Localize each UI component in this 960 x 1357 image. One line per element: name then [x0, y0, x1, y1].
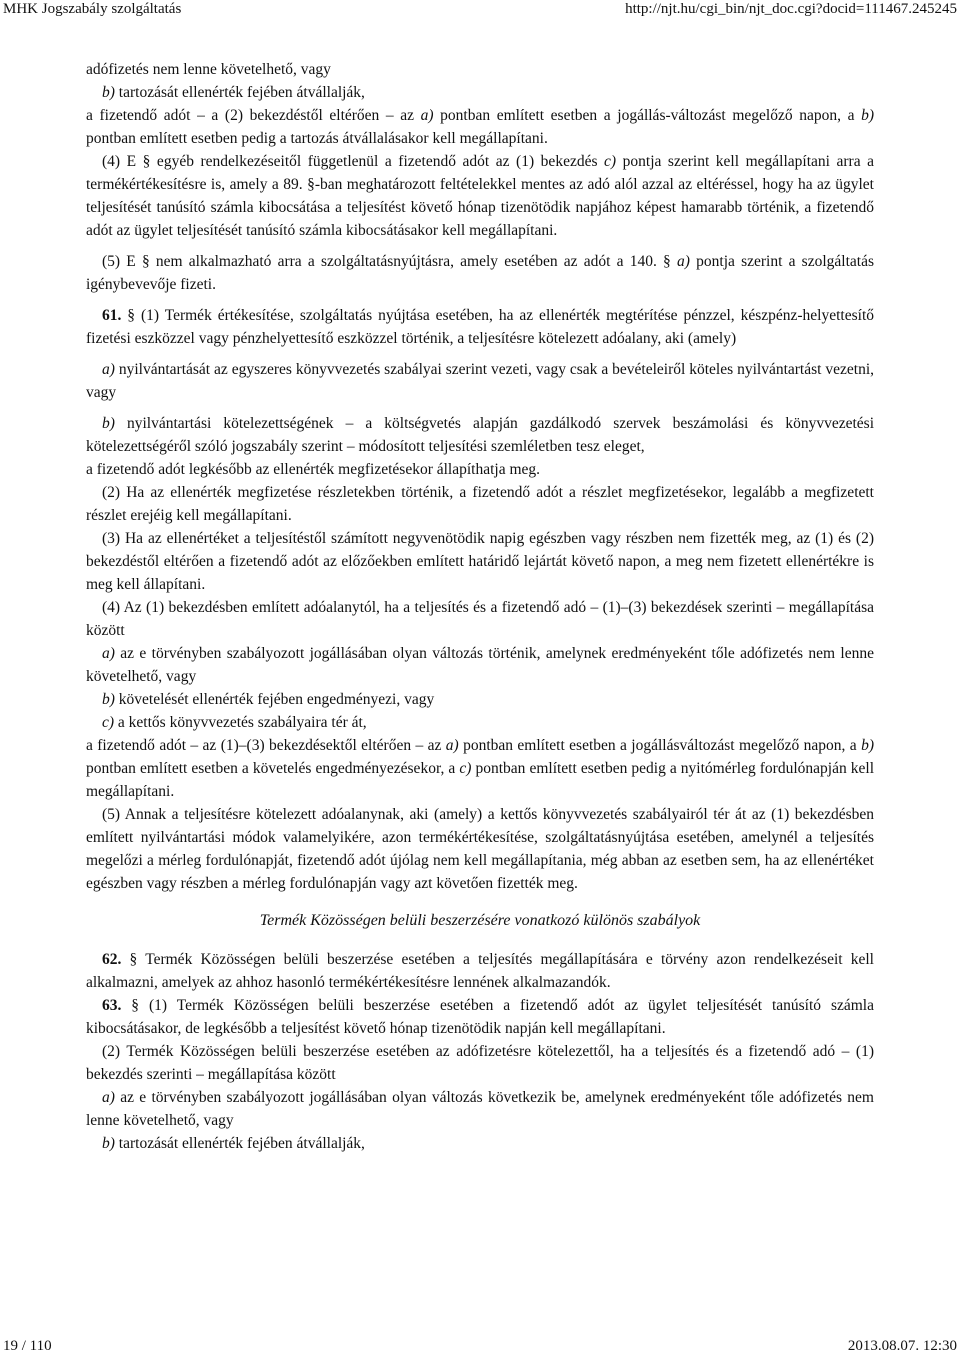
text-run: pontban említett esetben a követelés engedményezésekor, a	[86, 760, 460, 777]
text-run: (2) Termék Közösségen belüli beszerzése esetében az adófizetésre kötelezettől, ha a teljesítés és a fizetendő adó – (1) bekezdés szerinti – megállapítása között	[86, 1043, 874, 1083]
paragraph	[86, 734, 874, 803]
paragraph	[86, 803, 874, 895]
paragraph	[86, 711, 874, 734]
header-site-name: MHK Jogszabály szolgáltatás	[3, 1, 182, 17]
text-run: § Termék Közösségen belüli beszerzése esetében a teljesítés megállapítására e törvény azon rendelkezéseit kell alkalmazni, amelyek az ahhoz hasonló termékértékesítésre lennének alkalmazandók.	[86, 951, 874, 991]
paragraph	[86, 994, 874, 1040]
point-label: c)	[459, 760, 472, 777]
text-run: pontban említett esetben pedig a nyitómérleg fordulónapján kell megállapítani.	[86, 760, 875, 800]
paragraph	[86, 596, 874, 642]
text-run: pontban említett esetben pedig a tartozás átvállalásakor kell megállapítani.	[86, 130, 548, 147]
text-run: a fizetendő adót legkésőbb az ellenérték megfizetésekor állapíthatja meg.	[86, 461, 541, 478]
text-run: pontja szerint kell megállapítani arra a termékértékesítésre is, amely a 89. §-ban meghatározott feltételekkel mentes az adó alól azzal az eltéréssel, hogy ha az ügylet teljesítését tanúsító számla kibocsátása a teljesítést követő hónap tizenötödik napjához képest hamarabb történik, a fizetendő adót az ügylet teljesítését tanúsító számla kibocsátásakor kell megállapítani.	[86, 153, 875, 239]
text-run: az e törvényben szabályozott jogállásában olyan változás következik be, amelynek eredményeként tőle adófizetés nem lenne követelhető, vagy	[86, 1089, 874, 1129]
section-number: 63.	[102, 997, 122, 1014]
paragraph	[86, 412, 874, 458]
text-run: a kettős könyvvezetés szabályaira tér át,	[114, 714, 367, 731]
point-label: a)	[102, 645, 115, 662]
point-label: b)	[102, 1135, 115, 1152]
paragraph	[86, 1132, 874, 1155]
text-run: a fizetendő adót – az (1)–(3) bekezdésektől eltérően – az	[86, 737, 446, 754]
section-number: 62.	[102, 951, 122, 968]
point-label: a)	[102, 1089, 115, 1106]
paragraph	[86, 458, 874, 481]
text-run: (5) E § nem alkalmazható arra a szolgáltatásnyújtásra, amely esetében az adót a 140. §	[102, 253, 678, 270]
point-label: c)	[604, 153, 617, 170]
page-counter: 19 / 110	[3, 1338, 52, 1354]
text-run: a fizetendő adót – a (2) bekezdéstől eltérően – az	[86, 107, 421, 124]
point-label: b)	[102, 84, 115, 101]
point-label: c)	[102, 714, 115, 731]
paragraph	[86, 81, 874, 104]
text-run: követelését ellenérték fejében engedményezi, vagy	[114, 691, 435, 708]
paragraph	[86, 104, 874, 150]
text-run: § (1) Termék Közösségen belüli beszerzése esetében a fizetendő adót az ügylet teljesítését tanúsító számla kibocsátásakor, de legkésőbb a teljesítést követő hónap tizenötödik napján kell megállapítani.	[86, 997, 874, 1037]
text-run: (2) Ha az ellenérték megfizetése részletekben történik, a fizetendő adót a részlet megfizetésekor, legalább a megfizetett részlet erejéig kell megállapítani.	[86, 484, 874, 524]
point-label: a)	[420, 107, 434, 124]
text-run: nyilvántartását az egyszeres könyvvezetés szabályai szerint vezeti, vagy csak a bevételeiről köteles nyilvántartást vezetni, vagy	[86, 361, 874, 401]
paragraph	[86, 527, 874, 596]
paragraph	[86, 58, 874, 81]
text-run: (5) Annak a teljesítésre kötelezett adóalanynak, aki (amely) a kettős könyvvezetés szabályairól tér át az (1) bekezdésben említett nyilvántartási módok valamelyikére, azon termékértékesítése, szolgáltatásnyújtása esetében, amelynél a teljesítés megelőzi a mérleg fordulónapját, fizetendő adót újólag nem kell megállapítania, még abban az esetben sem, ha az ellenértéket egészben vagy részben a mérleg fordulónapján vagy azt követően fizették meg.	[86, 806, 874, 892]
text-run: (4) Az (1) bekezdésben említett adóalanytól, ha a teljesítés és a fizetendő adó – (1)–(3) bekezdések szerinti – megállapítása között	[86, 599, 874, 639]
point-label: b)	[102, 691, 115, 708]
text-run: pontja szerint a szolgáltatás igénybevevője fizeti.	[86, 253, 874, 293]
point-label: b)	[102, 415, 115, 432]
text-run: tartozását ellenérték fejében átvállalják,	[114, 1135, 365, 1152]
paragraph	[86, 481, 874, 527]
text-run: tartozását ellenérték fejében átvállalják,	[114, 84, 365, 101]
text-run: pontban említett esetben a jogállás-változást megelőző napon, a	[433, 107, 862, 124]
print-timestamp: 2013.08.07. 12:30	[847, 1338, 957, 1354]
section-number: 61.	[102, 307, 122, 324]
paragraph	[86, 304, 874, 350]
text-run: (4) E § egyéb rendelkezéseitől függetlenül a fizetendő adót az (1) bekezdés	[102, 153, 605, 170]
text-run: (3) Ha az ellenértéket a teljesítéstől számított negyvenötödik napig egészben vagy részben nem fizették meg, az (1) és (2) bekezdéstől eltérően a fizetendő adót az előzőekben említett határidő lejártát követő napon, a meg nem fizetett ellenértékre is meg kell állapítani.	[86, 530, 874, 593]
header-url: http://njt.hu/cgi_bin/njt_doc.cgi?docid=111467.245245	[625, 1, 957, 17]
point-label: a)	[445, 737, 459, 754]
document-body	[86, 58, 874, 1155]
paragraph	[86, 250, 874, 296]
text-run: pontban említett esetben a jogállásváltozást megelőző napon, a	[458, 737, 862, 754]
paragraph	[86, 1040, 874, 1086]
paragraph	[86, 1086, 874, 1132]
paragraph	[86, 150, 874, 242]
section-title: Termék Közösségen belüli beszerzésére vonatkozó különös szabályok	[259, 912, 701, 929]
text-run: nyilvántartási kötelezettségének – a költségvetés alapján gazdálkodó szervek beszámolási és könyvvezetési kötelezettségéről szóló jogszabály szerint – módosított teljesítési szemléletben tesz eleget,	[86, 415, 874, 455]
text-run: az e törvényben szabályozott jogállásában olyan változás történik, amelynek eredményeként tőle adófizetés nem lenne követelhető, vagy	[86, 645, 874, 685]
text-run: adófizetés nem lenne követelhető, vagy	[86, 61, 331, 78]
point-label: b)	[861, 107, 874, 124]
paragraph	[86, 688, 874, 711]
text-run: § (1) Termék értékesítése, szolgáltatás nyújtása esetében, ha az ellenérték megtérítése pénzzel, készpénz-helyettesítő fizetési eszközzel vagy pénzhelyettesítő eszközzel történik, a teljesítésre kötelezett adóalany, aki (amely)	[86, 307, 874, 347]
point-label: b)	[861, 737, 874, 754]
point-label: a)	[102, 361, 115, 378]
paragraph	[86, 642, 874, 688]
paragraph	[86, 358, 874, 404]
paragraph	[86, 948, 874, 994]
point-label: a)	[677, 253, 690, 270]
